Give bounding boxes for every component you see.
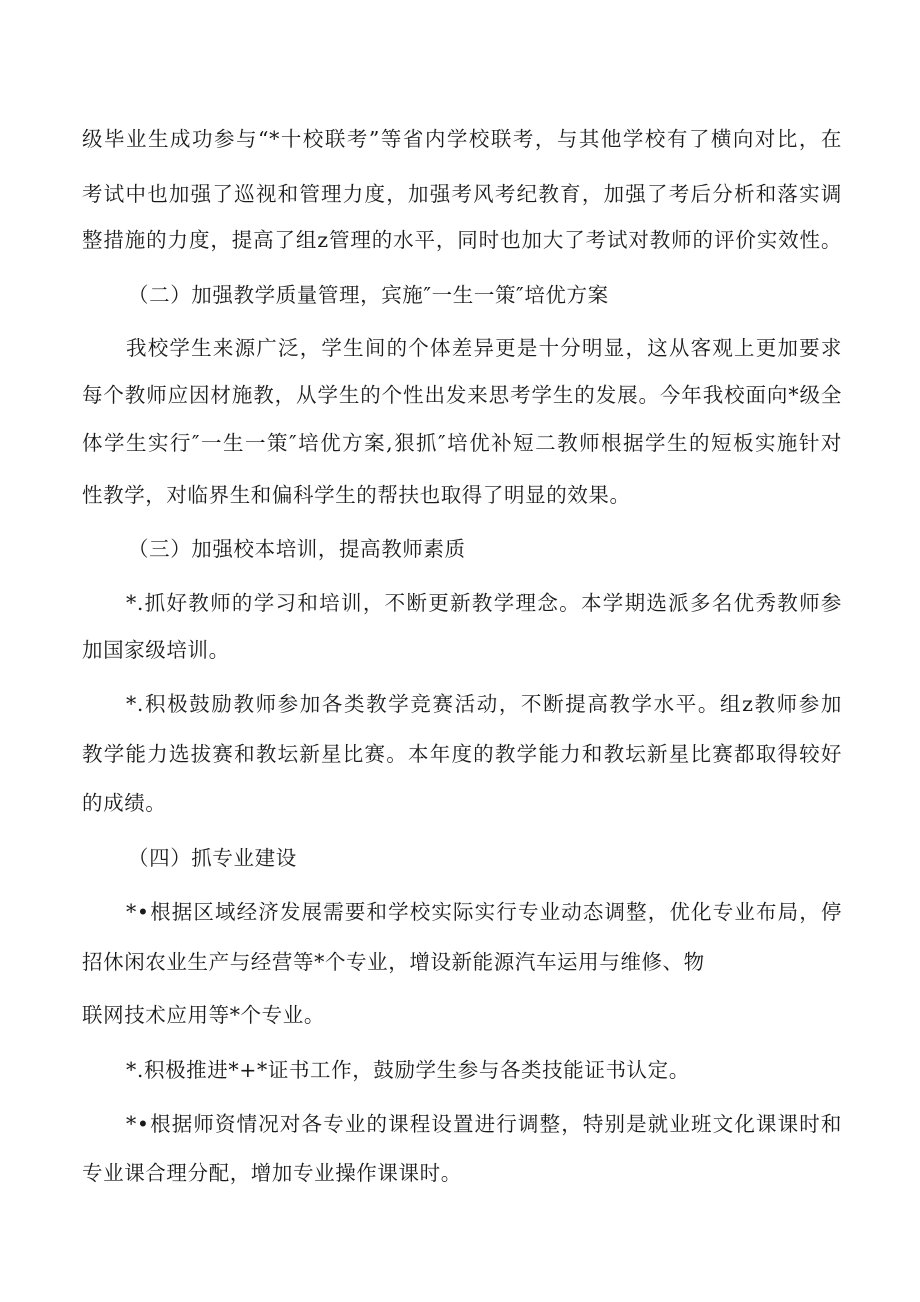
paragraph-line: 的成绩。 — [82, 791, 167, 815]
paragraph-line: 专业课合理分配，增加专业操作课课时。 — [82, 1161, 462, 1185]
paragraph-line: *•根据区域经济发展需要和学校实际实行专业动态调整，优化专业布局，停 — [126, 900, 842, 924]
paragraph-line: 我校学生来源广泛，学生间的个体差异更是十分明显，这从客观上更加要求 — [126, 336, 842, 360]
paragraph-line: 整措施的力度，提高了组z管理的水平，同时也加大了考试对教师的评价实效性。 — [82, 228, 842, 252]
section-heading: （二）加强教学质量管理，宾施″一生一策″培优方案 — [128, 283, 609, 307]
paragraph-line: 每个教师应因材施教，从学生的个性出发来思考学生的发展。今年我校面向*级全 — [82, 383, 842, 407]
paragraph-line: *•根据师资情况对各专业的课程设置进行调整，特别是就业班文化课课时和 — [126, 1112, 842, 1136]
paragraph-line: 联网技术应用等*个专业。 — [82, 1003, 325, 1027]
paragraph-line: *.积极推进*+*证书工作，鼓励学生参与各类技能证书认定。 — [126, 1058, 690, 1082]
paragraph-line: 加国家级培训。 — [82, 638, 230, 662]
paragraph-line: 体学生实行″一生一策″培优方案,狠抓″培优补短二教师根据学生的短板实施针对 — [82, 431, 842, 455]
paragraph-line: 级毕业生成功参与“*十校联考”等省内学校联考，与其他学校有了横向对比，在 — [82, 127, 842, 151]
paragraph-line: 招休闲农业生产与经营等*个专业，增设新能源汽车运用与维修、物 — [82, 950, 705, 974]
paragraph-line: 性教学，对临界生和偏科学生的帮扶也取得了明显的效果。 — [82, 483, 631, 507]
paragraph-line: *.积极鼓励教师参加各类教学竞赛活动，不断提高教学水平。组z教师参加 — [126, 692, 842, 716]
paragraph-line: *.抓好教师的学习和培训，不断更新教学理念。本学期选派多名优秀教师参 — [126, 591, 842, 615]
section-heading: （三）加强校本培训，提高教师素质 — [128, 537, 466, 561]
paragraph-line: 教学能力选拔赛和教坛新星比赛。本年度的教学能力和教坛新星比赛都取得较好 — [82, 742, 842, 766]
paragraph-line: 考试中也加强了巡视和管理力度，加强考风考纪教育，加强了考后分析和落实调 — [82, 182, 842, 206]
section-heading: （四）抓专业建设 — [128, 846, 297, 870]
